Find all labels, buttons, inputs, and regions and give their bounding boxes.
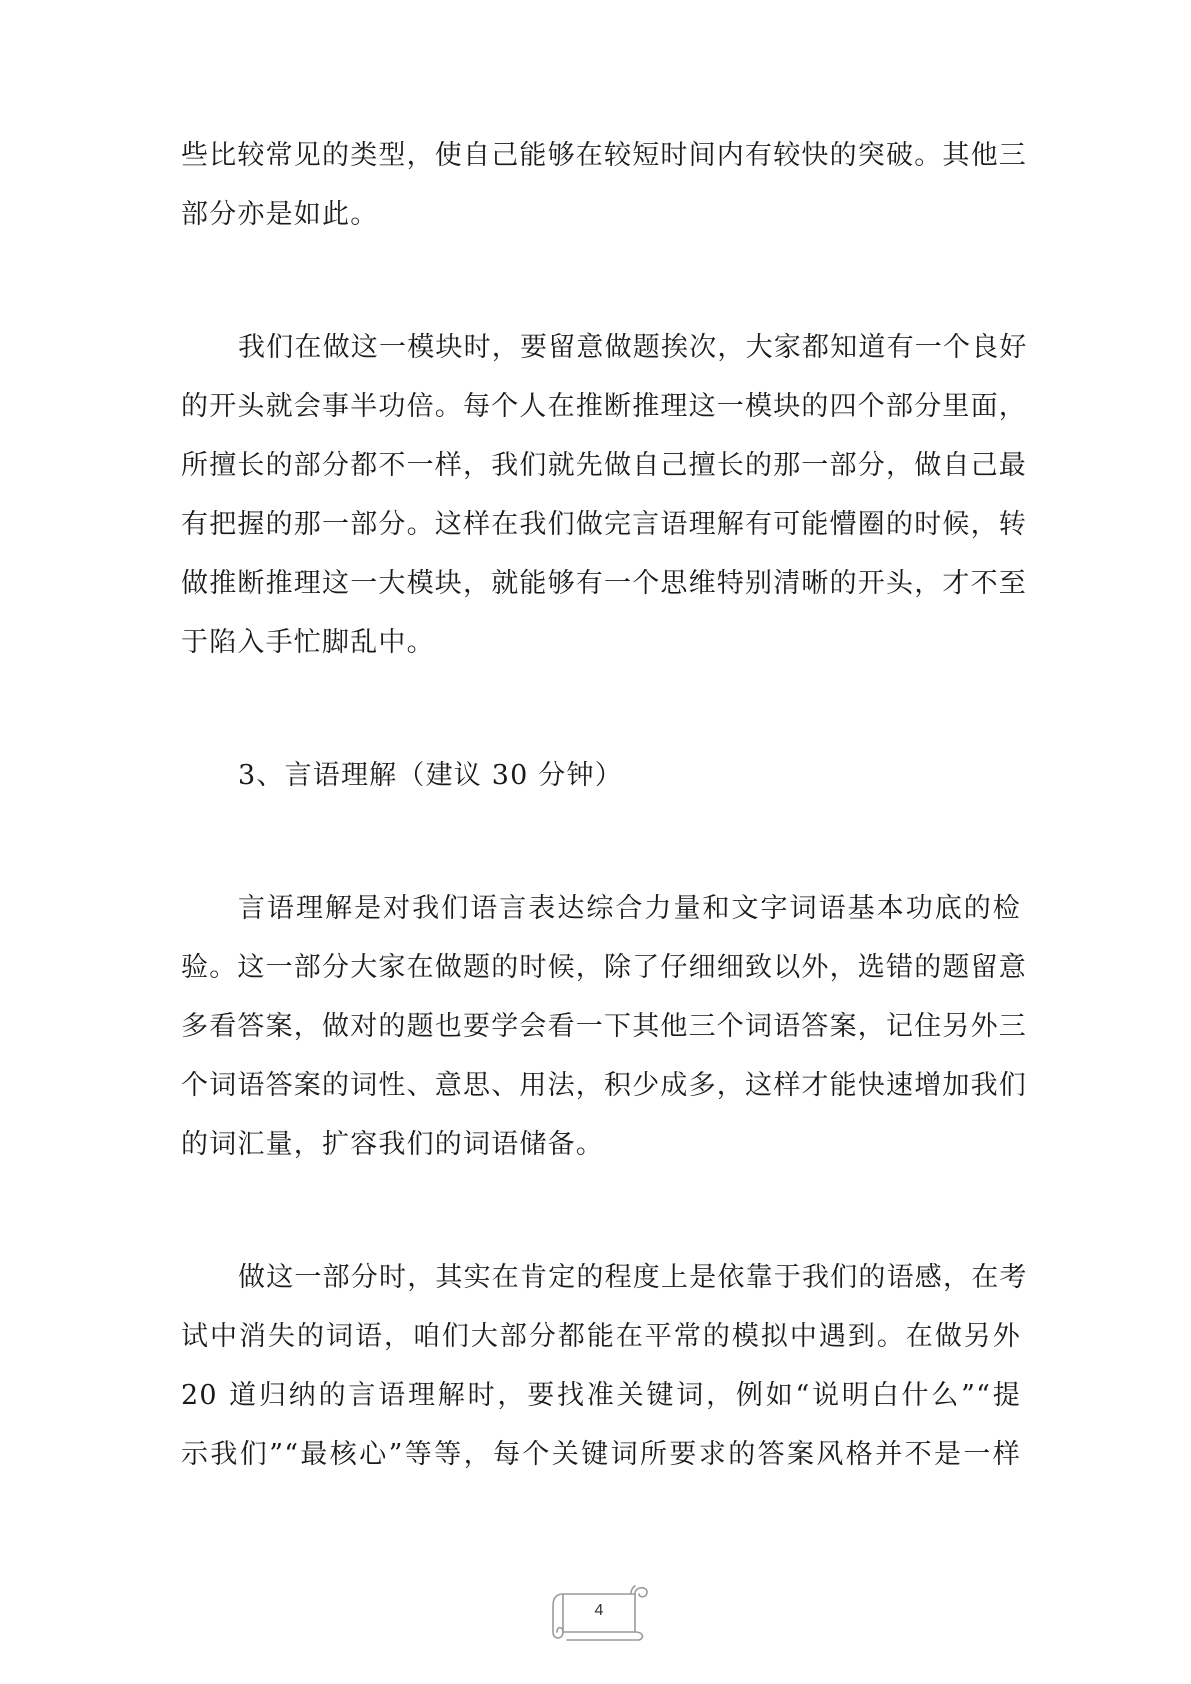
paragraph-2-line-3: 所擅长的部分都不一样，我们就先做自己擅长的那一部分，做自己最 bbox=[181, 450, 1027, 481]
paragraph-3-line-2: 验。这一部分大家在做题的时候，除了仔细细致以外，选错的题留意 bbox=[181, 952, 1027, 983]
paragraph-2-line-5: 做推断推理这一大模块，就能够有一个思维特别清晰的开头，才不至 bbox=[181, 568, 1027, 599]
paragraph-1-line-1: 些比较常见的类型，使自己能够在较短时间内有较快的突破。其他三 bbox=[181, 140, 1027, 171]
paragraph-2-line-4: 有把握的那一部分。这样在我们做完言语理解有可能懵圈的时候，转 bbox=[181, 509, 1027, 540]
paragraph-4-line-1: 做这一部分时，其实在肯定的程度上是依靠于我们的语感，在考 bbox=[238, 1262, 1028, 1293]
section-heading: 3、言语理解（建议 30 分钟） bbox=[238, 760, 623, 791]
paragraph-3-line-4: 个词语答案的词性、意思、用法，积少成多，这样才能快速增加我们 bbox=[181, 1070, 1027, 1101]
paragraph-2-line-1: 我们在做这一模块时，要留意做题挨次，大家都知道有一个良好 bbox=[238, 332, 1028, 363]
paragraph-4-line-2: 试中消失的词语，咱们大部分都能在平常的模拟中遇到。在做另外 bbox=[181, 1321, 1021, 1352]
paragraph-2-line-6: 于陷入手忙脚乱中。 bbox=[181, 627, 435, 658]
page-number: 4 bbox=[594, 1602, 604, 1619]
page-footer bbox=[543, 1578, 655, 1648]
paragraph-3-line-1: 言语理解是对我们语言表达综合力量和文字词语基本功底的检 bbox=[238, 893, 1021, 924]
paragraph-4-line-4: 示我们”“最核心”等等，每个关键词所要求的答案风格并不是一样 bbox=[181, 1439, 1021, 1470]
paragraph-3-line-5: 的词汇量，扩容我们的词语储备。 bbox=[181, 1129, 604, 1160]
paragraph-1-line-2: 部分亦是如此。 bbox=[181, 199, 379, 230]
paragraph-2-line-2: 的开头就会事半功倍。每个人在推断推理这一模块的四个部分里面， bbox=[181, 391, 1027, 422]
paragraph-4-line-3: 20 道归纳的言语理解时，要找准关键词，例如“说明白什么”“提 bbox=[181, 1380, 1021, 1411]
paragraph-3-line-3: 多看答案，做对的题也要学会看一下其他三个词语答案，记住另外三 bbox=[181, 1011, 1027, 1042]
